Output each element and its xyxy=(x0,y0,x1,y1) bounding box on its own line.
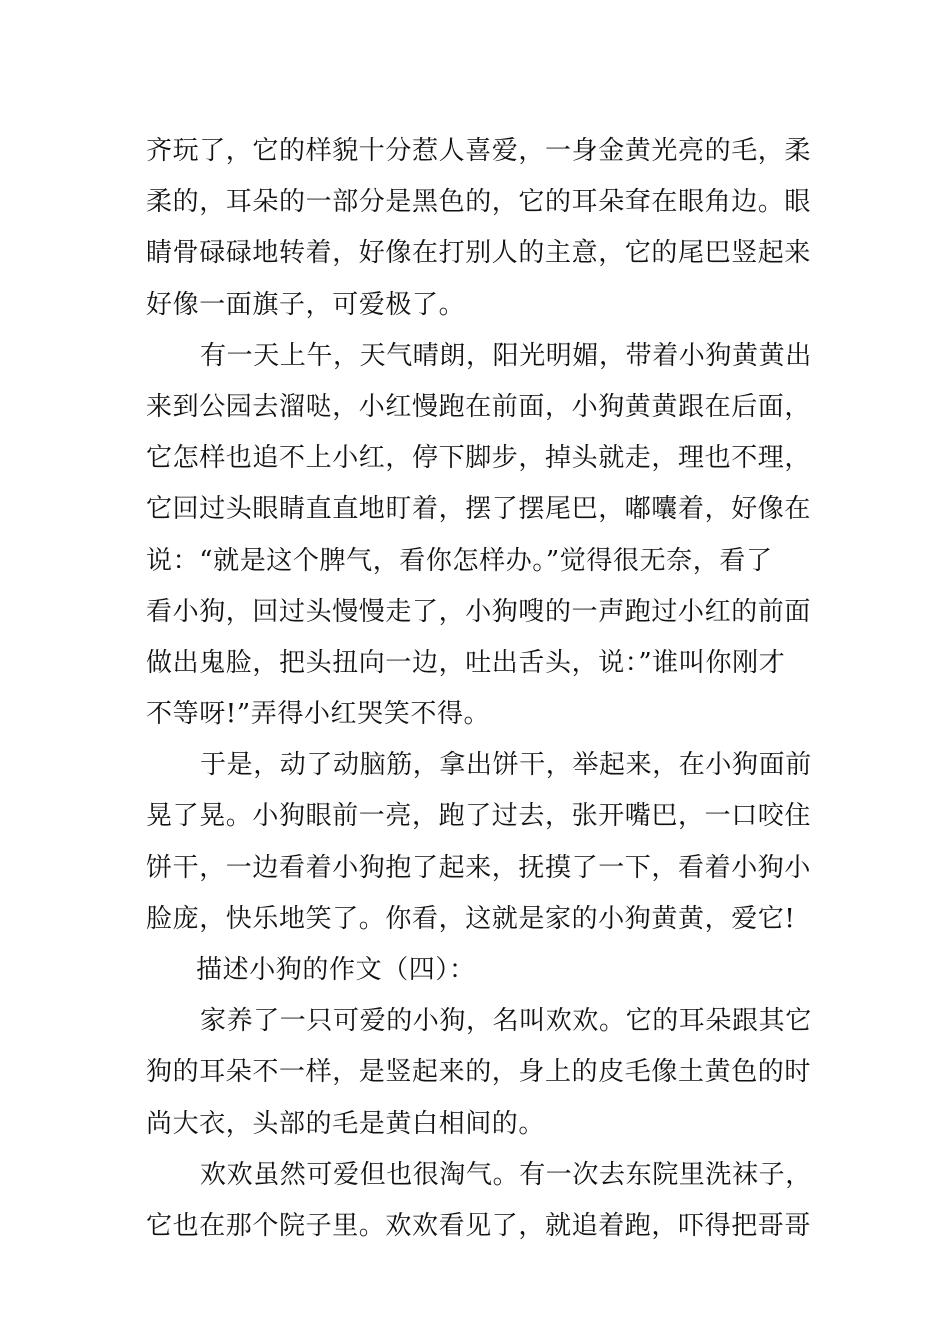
text-line: 柔的，耳朵的一部分是黑色的，它的耳朵耷在眼角边。眼 xyxy=(146,187,812,218)
text-line: 做出鬼脸，把头扭向一边，吐出舌头，说：”谁叫你刚才 xyxy=(146,647,786,678)
paragraph-start-line: 于是，动了动脑筋，拿出饼干，举起来，在小狗面前 xyxy=(200,750,812,781)
text-line: 好像一面旗子，可爱极了。 xyxy=(146,289,466,320)
text-line: 它也在那个院子里。欢欢看见了，就追着跑，吓得把哥哥 xyxy=(146,1210,812,1241)
text-line: 脸庞，快乐地笑了。你看，这就是家的小狗黄黄，爱它! xyxy=(146,903,796,934)
text-line: 它回过头眼睛直直地盯着，摆了摆尾巴，嘟囔着，好像在 xyxy=(146,494,812,525)
text-line: 睛骨碌碌地转着，好像在打别人的主意，它的尾巴竖起来 xyxy=(146,238,812,269)
paragraph-start-line: 家养了一只可爱的小狗，名叫欢欢。它的耳朵跟其它 xyxy=(200,1006,812,1037)
text-line: 看小狗，回过头慢慢走了，小狗嗖的一声跑过小红的前面 xyxy=(146,596,812,627)
paragraph-start-line: 欢欢虽然可爱但也很淘气。有一次去东院里洗袜子， xyxy=(200,1159,812,1190)
text-line: 晃了晃。小狗眼前一亮，跑了过去，张开嘴巴，一口咬住 xyxy=(146,801,812,832)
text-line: 齐玩了，它的样貌十分惹人喜爱，一身金黄光亮的毛，柔 xyxy=(146,136,812,166)
text-line: 不等呀!”弄得小红哭笑不得。 xyxy=(146,699,491,730)
paragraph-start-line: 有一天上午，天气晴朗，阳光明媚，带着小狗黄黄出 xyxy=(200,340,812,371)
text-line: 它怎样也追不上小红，停下脚步，掉头就走，理也不理， xyxy=(146,443,812,474)
text-line: 饼干，一边看着小狗抱了起来，抚摸了一下，看着小狗小 xyxy=(146,852,812,883)
essay-body xyxy=(146,126,816,1252)
text-line: 说：“就是这个脾气，看你怎样办。”觉得很无奈，看了 xyxy=(146,545,773,576)
text-line: 狗的耳朵不一样，是竖起来的，身上的皮毛像土黄色的时 xyxy=(146,1057,812,1088)
text-line: 来到公园去溜哒，小红慢跑在前面，小狗黄黄跟在后面， xyxy=(146,391,812,422)
text-line: 尚大衣，头部的毛是黄白相间的。 xyxy=(146,1108,546,1139)
section-heading: 描述小狗的作文（四）： xyxy=(196,955,476,985)
